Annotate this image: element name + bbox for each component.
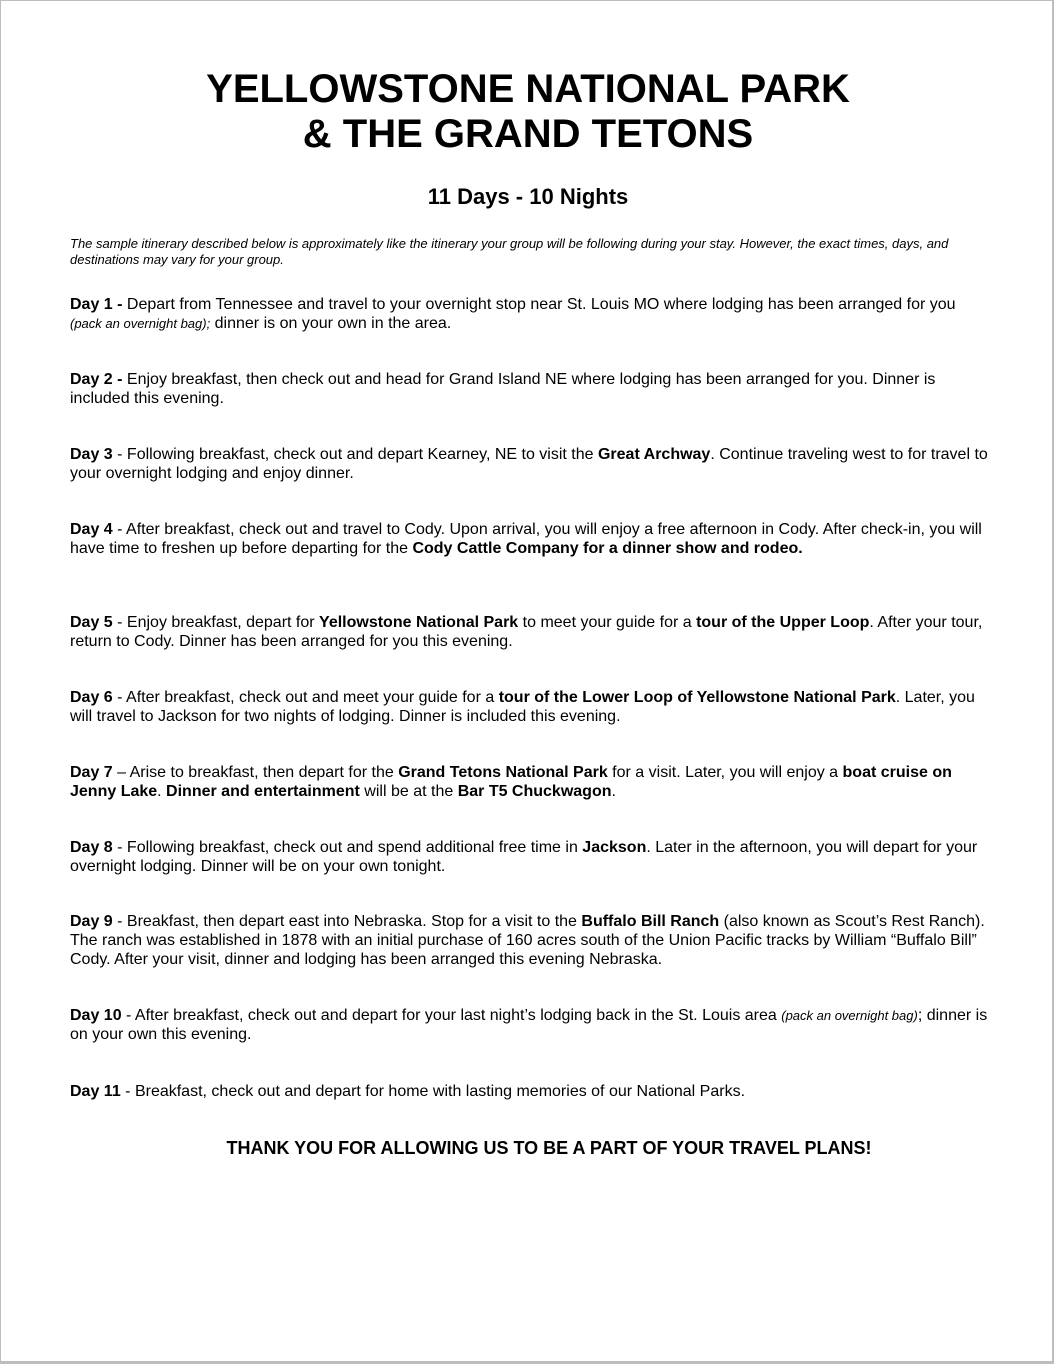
day-label: Day 1 - <box>70 296 123 313</box>
day-1 <box>70 295 990 333</box>
day-3 <box>70 445 990 483</box>
day-5 <box>70 613 990 651</box>
day-text: - Breakfast, check out and depart for home with lasting memories of our National Parks. <box>120 1083 746 1100</box>
day-text: - Breakfast, then depart east into Nebraska. Stop for a visit to the <box>112 913 582 930</box>
day-highlight: Dinner and entertainment <box>166 783 360 800</box>
day-label: Day 6 <box>70 689 113 706</box>
day-highlight: Yellowstone National Park <box>319 614 519 631</box>
day-text: . After your tour, return to Cody. Dinner has been arranged for you this evening. <box>70 614 983 650</box>
document-page <box>1 1 1052 1361</box>
day-text: - After breakfast, check out and meet your guide for a <box>112 689 499 706</box>
day-label: Day 2 - <box>70 371 123 388</box>
day-8 <box>70 838 990 876</box>
day-text: – Arise to breakfast, then depart for the <box>112 764 399 781</box>
day-text: . Continue traveling west to for travel to your overnight lodging and enjoy dinner. <box>70 446 988 482</box>
day-note: (pack an overnight bag) <box>781 1008 918 1023</box>
day-label: Day 3 <box>70 446 113 463</box>
title-line-1: YELLOWSTONE NATIONAL PARK <box>206 67 850 111</box>
day-note: (pack an overnight bag); <box>70 316 211 331</box>
day-4 <box>70 520 990 558</box>
day-6 <box>70 688 990 726</box>
page-subtitle: 11 Days - 10 Nights <box>427 184 629 209</box>
day-text: - Following breakfast, check out and spend additional free time in <box>112 839 583 856</box>
day-highlight: Buffalo Bill Ranch <box>581 913 720 930</box>
day-10 <box>70 1006 990 1044</box>
day-text: . <box>157 783 167 800</box>
day-text: - Following breakfast, check out and depart Kearney, NE to visit the <box>112 446 598 463</box>
day-text: - After breakfast, check out and depart for your last night’s lodging back in the St. Louis area <box>121 1007 782 1024</box>
intro-note: The sample itinerary described below is approximately like the itinerary your group will be following during your stay. However, the exact times, days, and destinations may vary for your group. <box>70 236 949 267</box>
day-highlight: tour of the Upper Loop <box>696 614 870 631</box>
day-text: - Enjoy breakfast, depart for <box>112 614 320 631</box>
day-11 <box>70 1082 990 1101</box>
day-9 <box>70 912 990 969</box>
day-label: Day 11 <box>70 1083 121 1100</box>
day-highlight: tour of the Lower Loop of Yellowstone National Park <box>498 689 896 706</box>
day-2 <box>70 370 990 408</box>
day-text: . <box>611 783 616 800</box>
day-label: Day 7 <box>70 764 113 781</box>
day-text: Enjoy breakfast, then check out and head for Grand Island NE where lodging has been arranged for you. Dinner is included this evening. <box>70 371 936 407</box>
day-text: . Later, you will travel to Jackson for two nights of lodging. Dinner is included this evening. <box>70 689 975 725</box>
day-text: ; dinner is on your own this evening. <box>70 1007 988 1043</box>
day-label: Day 10 <box>70 1007 122 1024</box>
day-text: to meet your guide for a <box>518 614 697 631</box>
day-label: Day 9 <box>70 913 113 930</box>
day-highlight: Grand Tetons National Park <box>398 764 608 781</box>
closing-message: THANK YOU FOR ALLOWING US TO BE A PART OF YOUR TRAVEL PLANS! <box>226 1138 872 1158</box>
day-text: Depart from Tennessee and travel to your overnight stop near St. Louis MO where lodging has been arranged for you <box>122 296 956 313</box>
day-text: - After breakfast, check out and travel to Cody. Upon arrival, you will enjoy a free afternoon in Cody. After check-in, you will have time to freshen up before departing for the <box>70 521 982 557</box>
day-7 <box>70 763 990 801</box>
day-text: (also known as Scout’s Rest Ranch). The ranch was established in 1878 with an initial purchase of 160 acres south of the Union Pacific tracks by William “Buffalo Bill” Cody. After your visit, dinner and lodging has been arranged this evening Nebraska. <box>70 913 985 968</box>
day-label: Day 5 <box>70 614 113 631</box>
day-text: will be at the <box>359 783 458 800</box>
day-label: Day 4 <box>70 521 113 538</box>
day-label: Day 8 <box>70 839 113 856</box>
day-highlight: Jackson <box>582 839 647 856</box>
day-text: . Later in the afternoon, you will depart for your overnight lodging. Dinner will be on your own tonight. <box>70 839 978 875</box>
title-line-2: & THE GRAND TETONS <box>302 112 754 156</box>
page-title <box>1 67 1054 157</box>
day-text: dinner is on your own in the area. <box>210 315 452 332</box>
day-highlight: Great Archway <box>597 446 711 463</box>
day-highlight: boat cruise on Jenny Lake <box>70 764 952 800</box>
day-highlight: Bar T5 Chuckwagon <box>457 783 612 800</box>
day-text: for a visit. Later, you will enjoy a <box>607 764 843 781</box>
day-highlight: Cody Cattle Company for a dinner show and rodeo. <box>412 540 803 557</box>
